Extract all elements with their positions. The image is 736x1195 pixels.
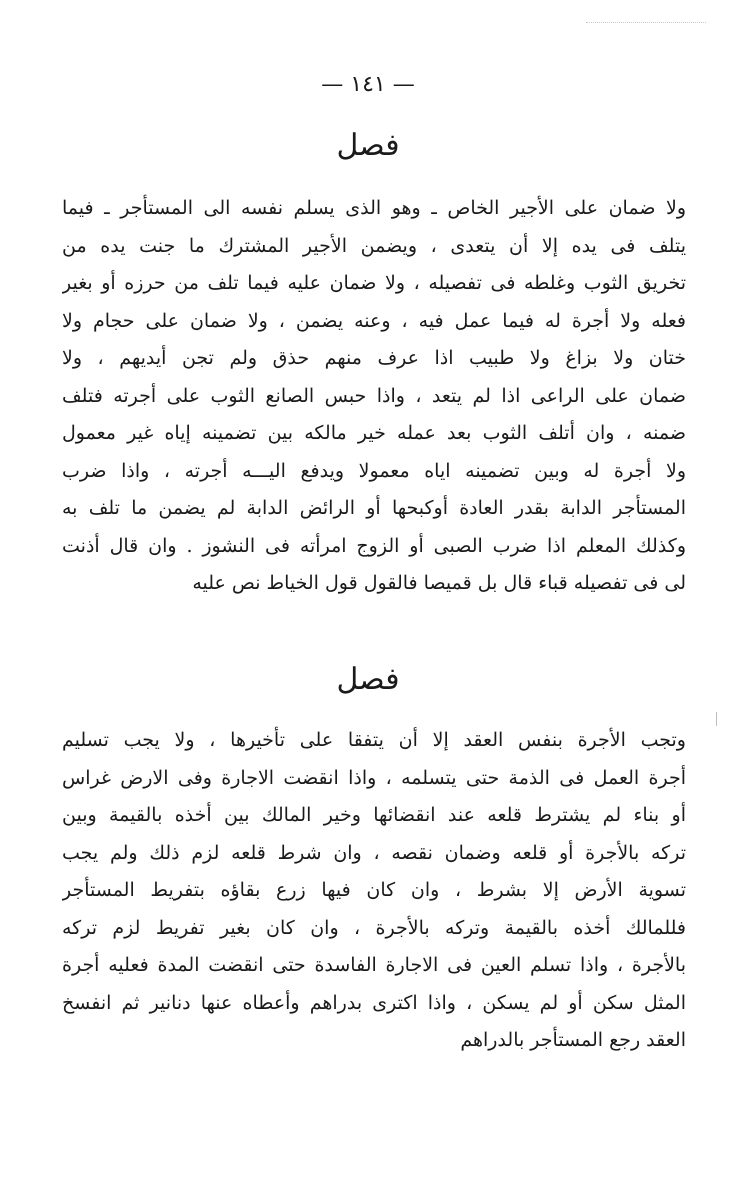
top-dotted-rule xyxy=(586,22,706,23)
text-line: فعله ولا أجرة له فيما عمل فيه ، وعنه يضمن ، ولا ضمان على حجام ولا xyxy=(62,309,686,332)
text-line: فللمالك أخذه بالقيمة وتركه بالأجرة ، وان كان بغير تفريط لزم تركه xyxy=(62,916,686,939)
text-line: ولا ضمان على الأجير الخاص ـ وهو الذى يسلم نفسه الى المستأجر ـ فيما xyxy=(62,197,686,219)
margin-mark xyxy=(716,712,717,726)
text-line: بالأجرة ، واذا تسلم العين فى الاجارة الفاسدة حتى انقضت المدة فعليه أجرة xyxy=(62,954,686,976)
text-line: يتلف فى يده إلا أن يتعدى ، ويضمن الأجير المشترك ما جنت يده من xyxy=(62,234,686,257)
text-line: المستأجر الدابة بقدر العادة أوكبحها أو الرائض الدابة لم يضمن ما تلف به xyxy=(62,497,686,519)
text-line: تسوية الأرض إلا بشرط ، وان كان فيها زرع بقاؤه بتفريط المستأجر xyxy=(62,879,686,901)
section-1-title: فصل xyxy=(336,128,400,163)
text-line: أجرة العمل فى الذمة حتى يتسلمه ، واذا انقضت الاجارة وفى الارض غراس xyxy=(62,766,686,789)
text-line: المثل سكن أو لم يسكن ، واذا اكترى بدراهم وأعطاه عنها دنانير ثم انفسخ xyxy=(62,991,686,1014)
text-line: وتجب الأجرة بنفس العقد إلا أن يتفقا على تأخيرها ، ولا يجب تسليم xyxy=(62,729,686,751)
text-line: تركه بالأجرة أو قلعه وضمان نقصه ، وان شرط قلعه لزم ذلك ولم يجب xyxy=(62,841,686,864)
text-line: ضمان على الراعى اذا لم يتعد ، واذا حبس الصانع الثوب على أجرته فتلف xyxy=(62,384,686,407)
text-line: ختان ولا بزاغ ولا طبيب اذا عرف منهم حذق ولم تجن أيديهم ، ولا xyxy=(62,347,686,369)
text-line: تخريق الثوب وغلطه فى تفصيله ، ولا ضمان عليه فيما تلف من حرزه أو بغير xyxy=(62,272,686,294)
section-2-paragraph xyxy=(62,722,686,1060)
section-2-title: فصل xyxy=(336,662,400,697)
page-number: — ١٤١ — xyxy=(321,72,415,97)
text-line: العقد رجع المستأجر بالدراهم xyxy=(460,1029,686,1051)
text-line: أو بناء لم يشترط قلعه عند انقضائها وخير المالك بين أخذه بالقيمة وبين xyxy=(62,804,686,826)
section-1-paragraph xyxy=(62,190,686,603)
text-line: ولا أجرة له وبين تضمينه اياه معمولا ويدفع اليـــه أجرته ، واذا ضرب xyxy=(62,459,686,482)
text-line: ضمنه ، وان أتلف الثوب بعد عمله خير مالكه بين تضمينه إياه غير معمول xyxy=(62,422,686,444)
text-line: وكذلك المعلم اذا ضرب الصبى أو الزوج امرأته فى النشوز . وان قال أذنت xyxy=(62,534,686,557)
text-line: لى فى تفصيله قباء قال بل قميصا فالقول قول الخياط نص عليه xyxy=(192,572,686,594)
